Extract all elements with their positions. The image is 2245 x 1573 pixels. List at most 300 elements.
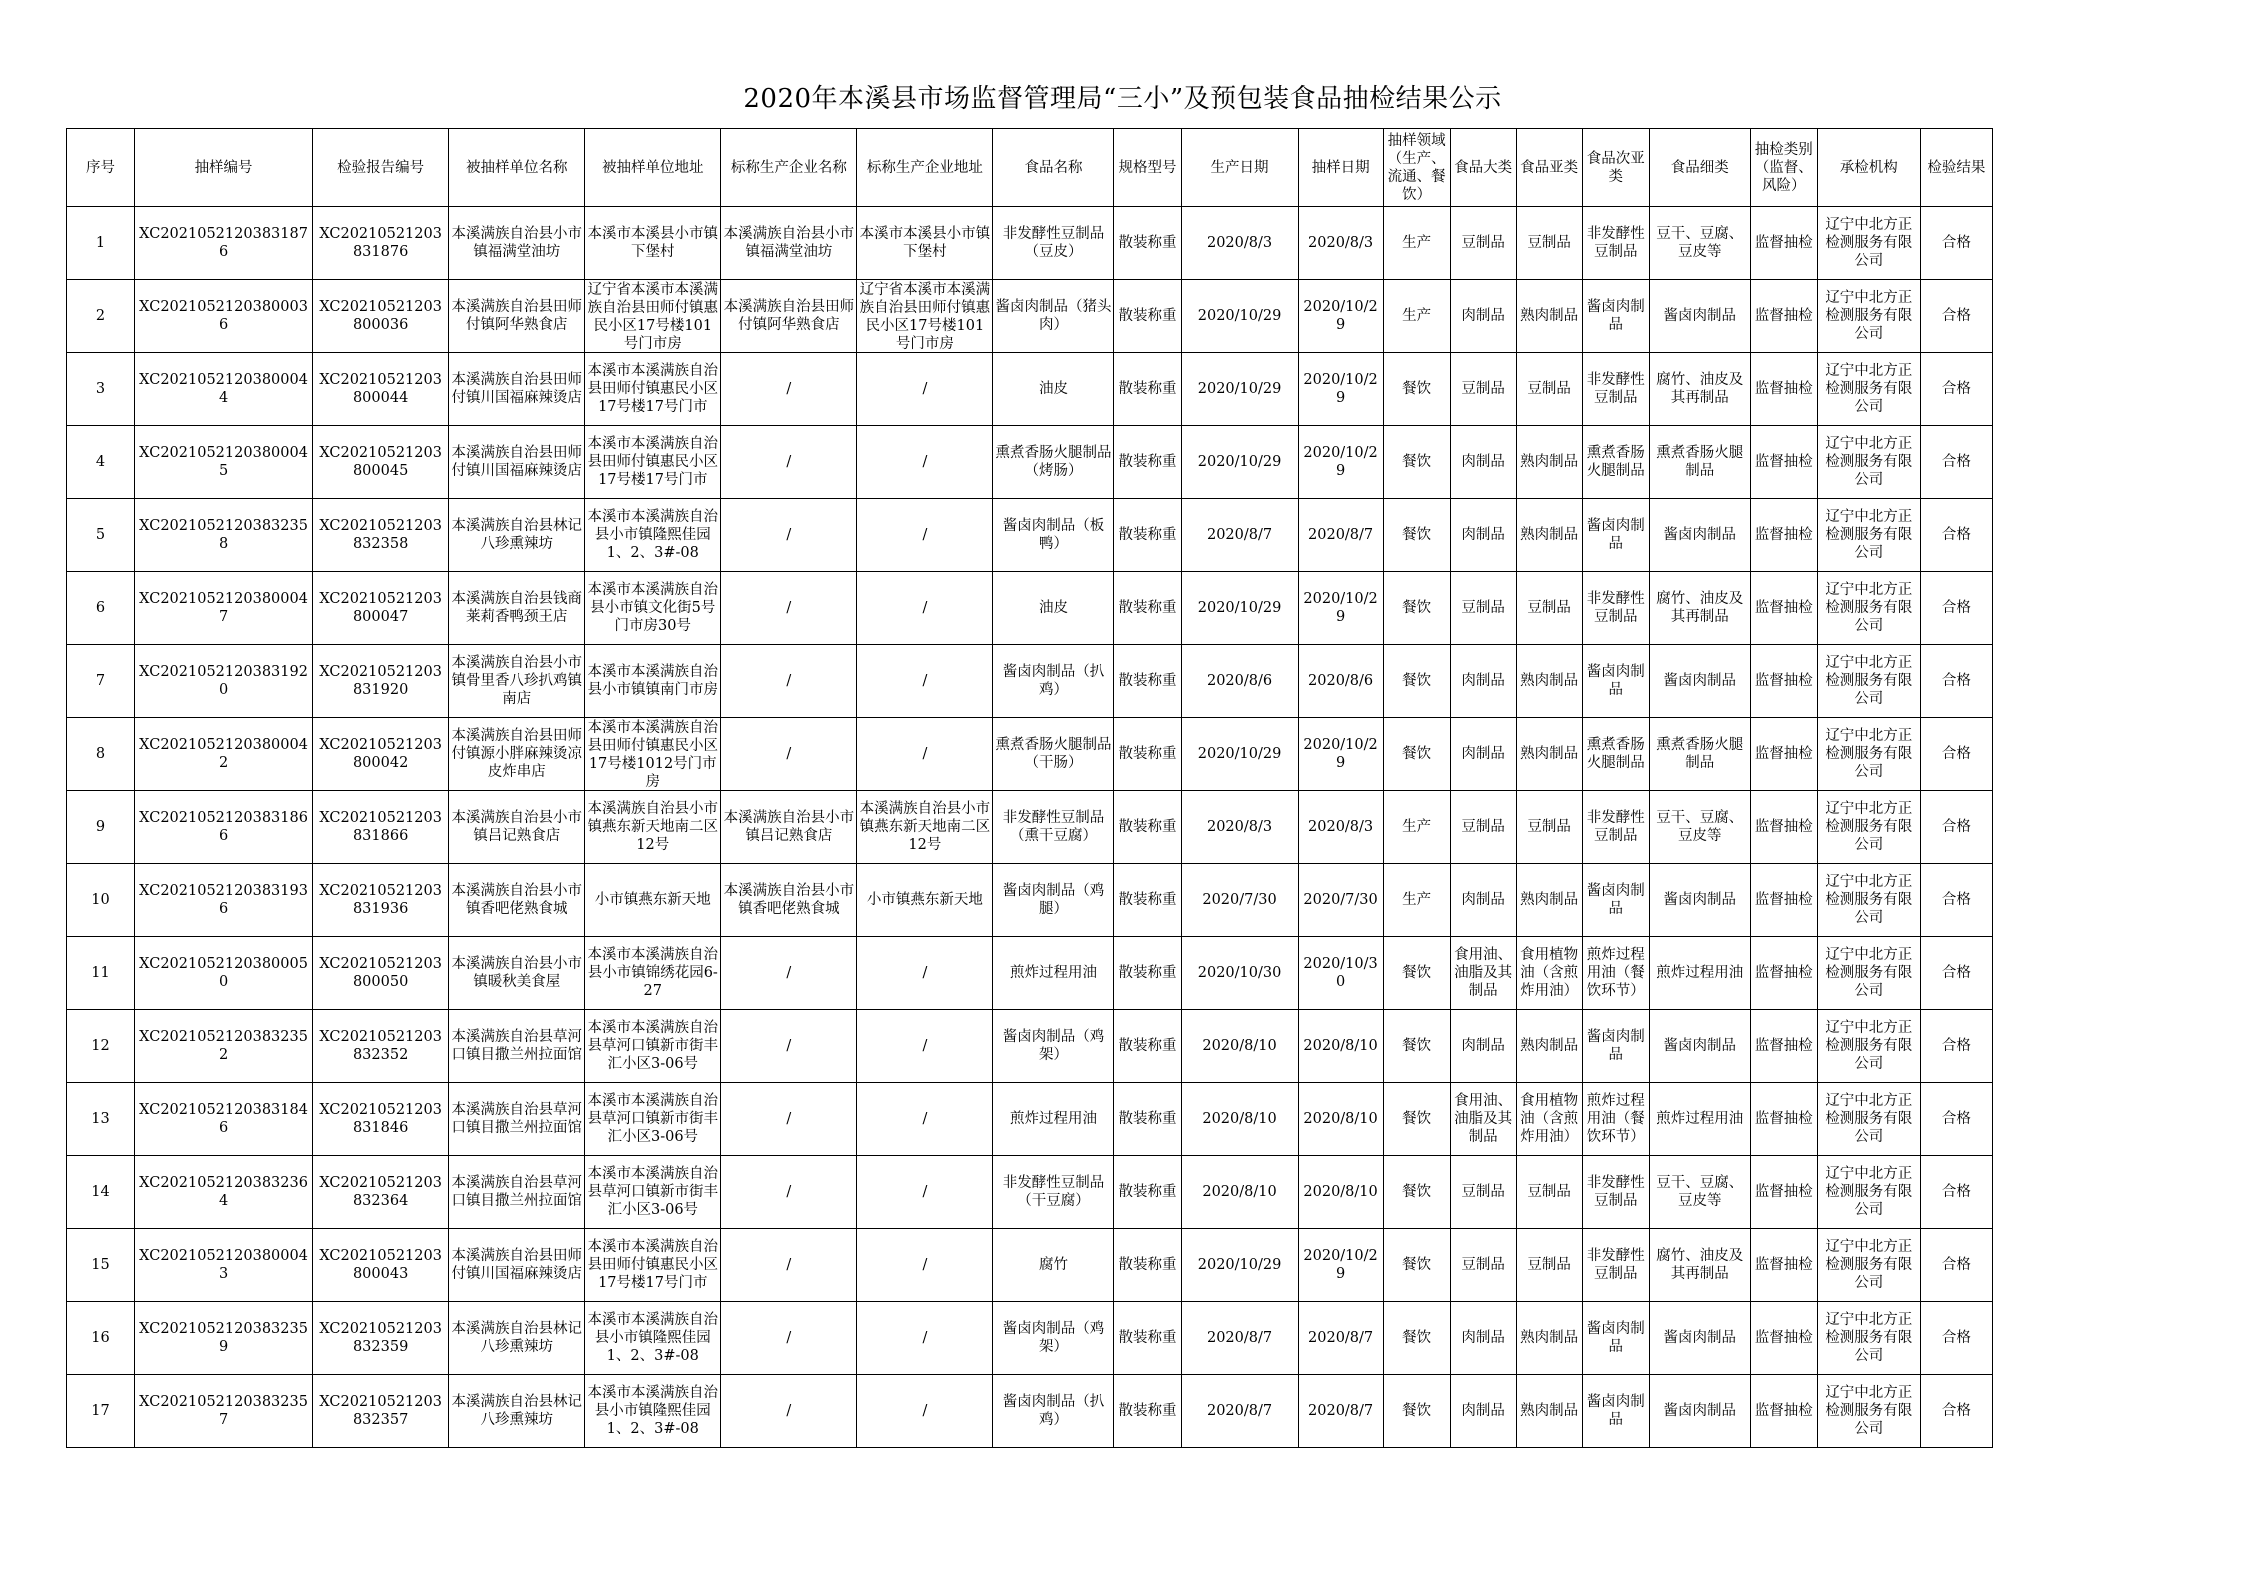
cell-text: 2020/8/10: [1303, 1038, 1378, 1054]
cell-text: XC20210521203800050: [319, 956, 442, 990]
table-cell: [1181, 280, 1298, 353]
table-cell: [1114, 499, 1181, 572]
table-cell: [1582, 499, 1649, 572]
cell-text: 肉制品: [1461, 308, 1505, 324]
cell-text: 2020/10/30: [1303, 956, 1378, 990]
table-cell: [1298, 937, 1383, 1010]
table-cell: [1516, 791, 1582, 864]
table-cell: [1450, 1302, 1516, 1375]
table-row: [67, 645, 1993, 718]
table-cell: [1750, 645, 1817, 718]
cell-text: 辽宁中北方正检测服务有限公司: [1825, 1239, 1913, 1291]
cell-text: 合格: [1941, 527, 1971, 543]
column-header: 食品大类: [1450, 129, 1516, 207]
table-cell: [313, 1156, 449, 1229]
cell-text: 本溪满族自治县田师付镇源小胖麻辣烫凉皮炸串店: [451, 728, 582, 780]
table-cell: [67, 718, 135, 791]
cell-text: 2020/10/29: [1303, 445, 1378, 479]
cell-text: 合格: [1941, 1330, 1971, 1346]
table-cell: [1649, 718, 1750, 791]
cell-text: 酱卤肉制品（鸡架）: [1002, 1029, 1105, 1063]
cell-text: 合格: [1941, 1403, 1971, 1419]
table-cell: [1516, 572, 1582, 645]
cell-text: 9: [95, 819, 106, 835]
table-cell: [857, 1010, 993, 1083]
cell-text: 辽宁中北方正检测服务有限公司: [1825, 874, 1913, 926]
cell-text: 本溪满族自治县小市镇燕东新天地南二区12号: [587, 801, 719, 853]
cell-text: 非发酵性豆制品: [1586, 1175, 1645, 1209]
table-cell: [1817, 353, 1920, 426]
cell-text: 餐饮: [1402, 381, 1432, 397]
cell-text: 合格: [1941, 1111, 1971, 1127]
column-header: 食品名称: [993, 129, 1114, 207]
table-cell: [1383, 572, 1450, 645]
table-cell: [67, 1156, 135, 1229]
cell-text: 本溪满族自治县林记八珍熏辣坊: [451, 518, 582, 552]
table-row: [67, 1083, 1993, 1156]
cell-text: 合格: [1941, 892, 1971, 908]
cell-text: 熟肉制品: [1520, 1403, 1579, 1419]
cell-text: 本溪满族自治县田师付镇川国福麻辣烫店: [451, 372, 582, 406]
cell-text: 10: [91, 892, 110, 908]
table-cell: [313, 937, 449, 1010]
cell-text: 监督抽检: [1754, 1257, 1813, 1273]
cell-text: /: [786, 673, 792, 689]
table-cell: [1450, 718, 1516, 791]
table-cell: [585, 937, 721, 1010]
table-cell: [1750, 280, 1817, 353]
table-cell: [1516, 1375, 1582, 1448]
cell-text: 2020/8/10: [1202, 1184, 1277, 1200]
cell-text: XC20210521203800036: [139, 299, 308, 333]
table-cell: [67, 499, 135, 572]
table-cell: [1817, 426, 1920, 499]
cell-text: /: [786, 746, 792, 762]
cell-text: 餐饮: [1402, 1184, 1432, 1200]
cell-text: 辽宁中北方正检测服务有限公司: [1825, 363, 1913, 415]
table-cell: [67, 1302, 135, 1375]
table-cell: [585, 207, 721, 280]
cell-text: 4: [95, 454, 106, 470]
cell-text: 合格: [1941, 1257, 1971, 1273]
cell-text: 餐饮: [1402, 600, 1432, 616]
cell-text: 2020/10/29: [1197, 600, 1282, 616]
cell-text: 6: [95, 600, 106, 616]
table-row: [67, 718, 1993, 791]
cell-text: XC20210521203800045: [139, 445, 308, 479]
table-cell: [1383, 864, 1450, 937]
cell-text: 散装称重: [1118, 1111, 1177, 1127]
cell-text: 本溪市本溪满族自治县草河口镇新市街丰汇小区3-06号: [587, 1093, 719, 1145]
table-cell: [993, 499, 1114, 572]
cell-text: /: [786, 1111, 792, 1127]
table-cell: [993, 1156, 1114, 1229]
table-cell: [585, 791, 721, 864]
table-cell: [1181, 353, 1298, 426]
table-cell: [67, 645, 135, 718]
cell-text: 本溪市本溪满族自治县小市镇锦绣花园6-27: [587, 947, 719, 999]
cell-text: 辽宁中北方正检测服务有限公司: [1825, 947, 1913, 999]
table-cell: [1582, 1229, 1649, 1302]
table-cell: [1920, 645, 1992, 718]
cell-text: 监督抽检: [1754, 308, 1813, 324]
table-cell: [1750, 499, 1817, 572]
table-cell: [1181, 791, 1298, 864]
cell-text: 2020/8/3: [1308, 819, 1374, 835]
table-cell: [313, 1010, 449, 1083]
table-cell: [313, 1302, 449, 1375]
table-cell: [857, 1375, 993, 1448]
cell-text: /: [786, 1184, 792, 1200]
cell-text: 煎炸过程用油（餐饮环节）: [1586, 1093, 1645, 1145]
column-header: 承检机构: [1817, 129, 1920, 207]
table-cell: [1516, 1083, 1582, 1156]
table-cell: [135, 426, 313, 499]
table-cell: [1750, 791, 1817, 864]
table-cell: [1516, 1302, 1582, 1375]
table-cell: [1920, 937, 1992, 1010]
cell-text: 本溪满族自治县田师付镇川国福麻辣烫店: [451, 445, 582, 479]
table-cell: [1450, 791, 1516, 864]
cell-text: 本溪市本溪县小市镇下堡村: [859, 226, 991, 260]
table-cell: [1649, 280, 1750, 353]
table-row: [67, 426, 1993, 499]
table-cell: [857, 937, 993, 1010]
table-cell: [1181, 1375, 1298, 1448]
table-cell: [585, 864, 721, 937]
cell-text: 合格: [1941, 1184, 1971, 1200]
table-cell: [993, 1229, 1114, 1302]
table-cell: [1582, 1156, 1649, 1229]
cell-text: 散装称重: [1118, 235, 1177, 251]
table-cell: [313, 1375, 449, 1448]
cell-text: 2020/8/6: [1308, 673, 1374, 689]
table-cell: [1582, 1375, 1649, 1448]
table-cell: [585, 1229, 721, 1302]
table-cell: [1383, 645, 1450, 718]
table-cell: [67, 1083, 135, 1156]
cell-text: 本溪市本溪满族自治县田师付镇惠民小区17号楼17号门市: [587, 436, 719, 488]
cell-text: 熟肉制品: [1520, 746, 1579, 762]
cell-text: 2020/10/29: [1197, 1257, 1282, 1273]
table-cell: [1516, 937, 1582, 1010]
cell-text: 监督抽检: [1754, 235, 1813, 251]
table-cell: [1114, 1302, 1181, 1375]
cell-text: /: [922, 673, 928, 689]
table-cell: [1920, 1156, 1992, 1229]
table-cell: [1920, 353, 1992, 426]
column-header: 抽检类别（监督、风险）: [1750, 129, 1817, 207]
table-cell: [1817, 718, 1920, 791]
table-cell: [1817, 572, 1920, 645]
cell-text: 合格: [1941, 1038, 1971, 1054]
table-cell: [1582, 864, 1649, 937]
cell-text: 小市镇燕东新天地: [866, 892, 983, 908]
cell-text: 豆制品: [1527, 1184, 1571, 1200]
table-cell: [1516, 1156, 1582, 1229]
table-cell: [993, 645, 1114, 718]
table-cell: [1582, 1302, 1649, 1375]
table-cell: [449, 207, 585, 280]
table-cell: [313, 1083, 449, 1156]
table-cell: [1450, 864, 1516, 937]
cell-text: 本溪满族自治县田师付镇川国福麻辣烫店: [451, 1248, 582, 1282]
cell-text: 本溪满族自治县小市镇香吧佬熟食城: [723, 883, 855, 917]
table-cell: [993, 207, 1114, 280]
table-cell: [1649, 1302, 1750, 1375]
cell-text: XC20210521203831920: [139, 664, 308, 698]
cell-text: /: [786, 965, 792, 981]
cell-text: 辽宁中北方正检测服务有限公司: [1825, 582, 1913, 634]
table-cell: [857, 645, 993, 718]
table-cell: [1817, 1375, 1920, 1448]
cell-text: 监督抽检: [1754, 892, 1813, 908]
table-cell: [1383, 499, 1450, 572]
cell-text: 餐饮: [1402, 673, 1432, 689]
cell-text: 本溪满族自治县小市镇暖秋美食屋: [451, 956, 582, 990]
table-cell: [1750, 1083, 1817, 1156]
table-row: [67, 937, 1993, 1010]
cell-text: XC20210521203832364: [319, 1175, 442, 1209]
cell-text: 本溪市本溪满族自治县田师付镇惠民小区17号楼1012号门市房: [587, 720, 719, 789]
table-cell: [585, 1083, 721, 1156]
cell-text: 食用油、油脂及其制品: [1454, 1093, 1513, 1145]
table-cell: [1750, 1010, 1817, 1083]
table-cell: [1817, 280, 1920, 353]
table-cell: [993, 1302, 1114, 1375]
table-cell: [1582, 645, 1649, 718]
cell-text: 酱卤肉制品（板鸭）: [1002, 518, 1105, 552]
cell-text: /: [786, 1403, 792, 1419]
cell-text: /: [922, 1111, 928, 1127]
column-header: 抽样领域（生产、流通、餐饮）: [1383, 129, 1450, 207]
table-cell: [721, 1083, 857, 1156]
table-cell: [1649, 353, 1750, 426]
cell-text: 餐饮: [1402, 1257, 1432, 1273]
cell-text: 酱卤肉制品: [1586, 883, 1645, 917]
table-cell: [1298, 864, 1383, 937]
table-cell: [1817, 937, 1920, 1010]
table-cell: [1450, 353, 1516, 426]
cell-text: 豆干、豆腐、豆皮等: [1656, 1175, 1744, 1209]
table-cell: [313, 791, 449, 864]
table-cell: [449, 1302, 585, 1375]
table-cell: [1298, 1010, 1383, 1083]
cell-text: 合格: [1941, 381, 1971, 397]
cell-text: 2020/8/10: [1303, 1184, 1378, 1200]
table-cell: [1298, 645, 1383, 718]
table-cell: [1817, 1156, 1920, 1229]
cell-text: 酱卤肉制品（猪头肉）: [995, 299, 1112, 333]
table-cell: [1516, 280, 1582, 353]
table-cell: [1450, 1010, 1516, 1083]
cell-text: 酱卤肉制品（扒鸡）: [1002, 664, 1105, 698]
table-cell: [1298, 426, 1383, 499]
table-cell: [585, 1375, 721, 1448]
table-cell: [1516, 864, 1582, 937]
cell-text: XC20210521203832357: [139, 1394, 308, 1428]
table-cell: [1516, 426, 1582, 499]
table-cell: [1649, 572, 1750, 645]
table-cell: [449, 499, 585, 572]
cell-text: 散装称重: [1118, 819, 1177, 835]
table-cell: [449, 280, 585, 353]
cell-text: 酱卤肉制品（扒鸡）: [1002, 1394, 1105, 1428]
cell-text: 12: [91, 1038, 110, 1054]
table-cell: [721, 937, 857, 1010]
table-cell: [313, 353, 449, 426]
cell-text: 本溪市本溪满族自治县草河口镇新市街丰汇小区3-06号: [587, 1166, 719, 1218]
cell-text: 合格: [1941, 746, 1971, 762]
table-cell: [857, 353, 993, 426]
table-cell: [1114, 1156, 1181, 1229]
table-cell: [1750, 353, 1817, 426]
table-cell: [1298, 572, 1383, 645]
table-cell: [1114, 1375, 1181, 1448]
table-cell: [449, 353, 585, 426]
table-cell: [1383, 426, 1450, 499]
cell-text: 2020/8/10: [1303, 1111, 1378, 1127]
cell-text: 肉制品: [1461, 892, 1505, 908]
cell-text: 辽宁中北方正检测服务有限公司: [1825, 1093, 1913, 1145]
cell-text: 17: [91, 1403, 110, 1419]
cell-text: 监督抽检: [1754, 746, 1813, 762]
table-cell: [1114, 864, 1181, 937]
table-cell: [1649, 791, 1750, 864]
table-cell: [1114, 426, 1181, 499]
table-cell: [1181, 499, 1298, 572]
table-cell: [1817, 1229, 1920, 1302]
table-cell: [1450, 426, 1516, 499]
table-cell: [1516, 645, 1582, 718]
cell-text: 非发酵性豆制品: [1586, 810, 1645, 844]
cell-text: /: [922, 1184, 928, 1200]
cell-text: XC20210521203800042: [139, 737, 308, 771]
cell-text: 辽宁中北方正检测服务有限公司: [1825, 728, 1913, 780]
cell-text: 辽宁中北方正检测服务有限公司: [1825, 217, 1913, 269]
cell-text: /: [922, 1038, 928, 1054]
header-row: [67, 129, 1993, 207]
cell-text: 本溪满族自治县草河口镇目撒兰州拉面馆: [451, 1175, 582, 1209]
table-cell: [1649, 1010, 1750, 1083]
cell-text: 酱卤肉制品（鸡架）: [1002, 1321, 1105, 1355]
cell-text: XC20210521203832352: [139, 1029, 308, 1063]
cell-text: 食用植物油（含煎炸用油）: [1520, 1093, 1579, 1145]
cell-text: XC20210521203832359: [139, 1321, 308, 1355]
table-body: [67, 207, 1993, 1448]
table-cell: [1516, 1229, 1582, 1302]
cell-text: 2020/10/29: [1303, 591, 1378, 625]
table-cell: [1114, 1229, 1181, 1302]
cell-text: 辽宁中北方正检测服务有限公司: [1825, 1020, 1913, 1072]
table-cell: [1298, 791, 1383, 864]
table-cell: [1114, 937, 1181, 1010]
cell-text: 2020/8/3: [1206, 235, 1273, 251]
table-cell: [857, 864, 993, 937]
table-cell: [1582, 937, 1649, 1010]
cell-text: /: [922, 454, 928, 470]
table-cell: [721, 1156, 857, 1229]
cell-text: 监督抽检: [1754, 381, 1813, 397]
table-cell: [1750, 1375, 1817, 1448]
cell-text: 腐竹、油皮及其再制品: [1656, 372, 1744, 406]
cell-text: 餐饮: [1402, 1403, 1432, 1419]
table-cell: [857, 207, 993, 280]
cell-text: 非发酵性豆制品（干豆腐）: [1002, 1175, 1105, 1209]
cell-text: 2020/10/29: [1197, 381, 1282, 397]
table-row: [67, 1156, 1993, 1229]
table-cell: [67, 353, 135, 426]
table-cell: [313, 1229, 449, 1302]
table-cell: [1649, 1375, 1750, 1448]
table-cell: [1450, 1229, 1516, 1302]
cell-text: 餐饮: [1402, 1111, 1432, 1127]
cell-text: 小市镇燕东新天地: [594, 892, 711, 908]
table-cell: [1920, 499, 1992, 572]
table-cell: [135, 864, 313, 937]
table-cell: [857, 280, 993, 353]
cell-text: 辽宁中北方正检测服务有限公司: [1825, 1385, 1913, 1437]
cell-text: 本溪市本溪满族自治县小市镇隆熙佳园1、2、3#-08: [587, 1385, 719, 1437]
cell-text: 熟肉制品: [1520, 892, 1579, 908]
cell-text: 熟肉制品: [1520, 454, 1579, 470]
table-cell: [135, 791, 313, 864]
cell-text: 熟肉制品: [1520, 673, 1579, 689]
table-cell: [313, 207, 449, 280]
table-cell: [1920, 1302, 1992, 1375]
table-cell: [1920, 1083, 1992, 1156]
cell-text: XC20210521203832358: [139, 518, 308, 552]
cell-text: 油皮: [1038, 600, 1068, 616]
cell-text: 熏煮香肠火腿制品: [1656, 445, 1744, 479]
column-header: 检验报告编号: [313, 129, 449, 207]
table-cell: [313, 426, 449, 499]
table-cell: [1383, 353, 1450, 426]
table-cell: [67, 937, 135, 1010]
cell-text: 2020/8/7: [1206, 527, 1273, 543]
table-cell: [1750, 864, 1817, 937]
cell-text: 2020/7/30: [1202, 892, 1277, 908]
cell-text: 豆制品: [1527, 819, 1571, 835]
table-cell: [1181, 207, 1298, 280]
cell-text: 本溪满族自治县小市镇燕东新天地南二区12号: [859, 801, 991, 853]
table-cell: [857, 791, 993, 864]
cell-text: 非发酵性豆制品: [1586, 1248, 1645, 1282]
cell-text: 辽宁中北方正检测服务有限公司: [1825, 436, 1913, 488]
table-cell: [67, 1229, 135, 1302]
cell-text: 油皮: [1038, 381, 1068, 397]
table-cell: [585, 353, 721, 426]
cell-text: 本溪市本溪满族自治县小市镇隆熙佳园1、2、3#-08: [587, 1312, 719, 1364]
cell-text: 15: [91, 1257, 110, 1273]
table-cell: [1750, 426, 1817, 499]
table-cell: [1516, 1010, 1582, 1083]
table-cell: [993, 426, 1114, 499]
cell-text: XC20210521203831866: [319, 810, 442, 844]
table-cell: [1817, 1010, 1920, 1083]
table-cell: [1383, 1010, 1450, 1083]
table-cell: [993, 353, 1114, 426]
table-cell: [449, 645, 585, 718]
table-cell: [135, 1083, 313, 1156]
table-cell: [449, 937, 585, 1010]
cell-text: 本溪市本溪满族自治县草河口镇新市街丰汇小区3-06号: [587, 1020, 719, 1072]
cell-text: 散装称重: [1118, 892, 1177, 908]
table-cell: [1298, 1375, 1383, 1448]
table-cell: [449, 864, 585, 937]
table-cell: [1920, 207, 1992, 280]
cell-text: 散装称重: [1118, 1038, 1177, 1054]
